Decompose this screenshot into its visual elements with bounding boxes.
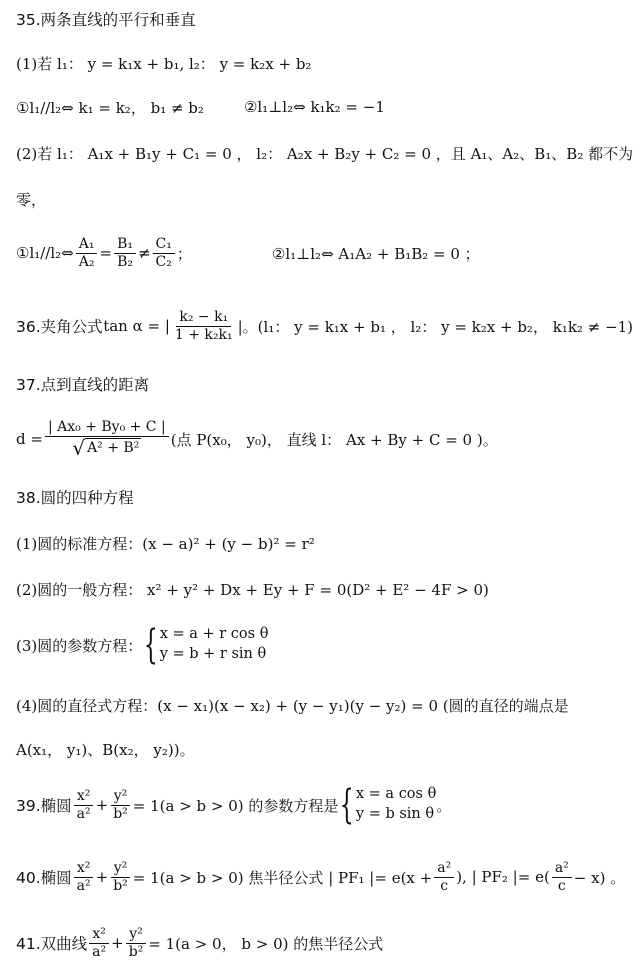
s38-diameter-cont: A(x₁， y₁)、B(x₂， y₂))。 bbox=[16, 740, 195, 759]
s37-distance-formula: d = | Ax₀ + By₀ + C | √ A² + B² (点 P(x₀， y₀)， 直线 l： Ax + By + C = 0 )。 bbox=[16, 418, 498, 460]
section-36-title: 36.夹角公式 bbox=[16, 318, 103, 336]
s38-diameter: (4)圆的直径式方程：(x − x₁)(x − x₂) + (y − y₁)(y − y₂) = 0 (圆的直径的端点是 bbox=[16, 696, 569, 715]
section-39-ellipse-param: 39.椭圆 $\frac{\text{x²}}{\text{a²}}$ + $\frac{\text{y²}}{\text{b²}}$ = 1(a > b > 0) 的参数方程是 { x = a cos θ y = b sin θ 。 bbox=[16, 782, 452, 828]
s35-condition-1: (1)若 l₁： y = k₁x + b₁, l₂： y = k₂x + b₂ bbox=[16, 54, 312, 73]
s35-condition-2: (2)若 l₁： A₁x + B₁y + C₁ = 0 ， l₂： A₂x + B₂y + C₂ = 0 ，且 A₁、A₂、B₁、B₂ 都不为 bbox=[16, 144, 634, 163]
ratio-b: $\frac{\text{B₁}}{\text{B₂}}$ bbox=[114, 237, 136, 269]
s38-parametric: (3)圆的参数方程： { x = a + r cos θ y = b + r sin θ bbox=[16, 622, 269, 668]
s35-parallel-perp-2: ①l₁//l₂⇔ $\frac{\text{A₁}}{\text{A₂}}$ = $\frac{\text{B₁}}{\text{B₂}}$ ≠ $\frac{\text{C₁}}{\text{C₂}}$ ； ②l₁⊥l₂⇔ A₁A₂ + B₁B₂ = 0 ； bbox=[16, 235, 480, 270]
section-41-hyperbola: 41.双曲线 $\frac{\text{x²}}{\text{a²}}$ + $\frac{\text{y²}}{\text{b²}}$ = 1(a > 0， b > 0) 的焦半径公式 bbox=[16, 925, 384, 960]
section-36-angle: 36.夹角公式 tan α = | $\frac{\text{k₂ − k₁}}{\text{1 + k₂k₁}}$ |。(l₁： y = k₁x + b₁ ， l₂： y = k₂x + b₂， k₁k₂ ≠ −1) bbox=[16, 308, 633, 343]
s38-general: (2)圆的一般方程： x² + y² + Dx + Ey + F = 0(D² + E² − 4F > 0) bbox=[16, 580, 489, 599]
section-35-title: 35.两条直线的平行和垂直 bbox=[16, 11, 196, 29]
s38-standard: (1)圆的标准方程：(x − a)² + (y − b)² = r² bbox=[16, 534, 315, 553]
section-40-ellipse-focal: 40.椭圆 $\frac{\text{x²}}{\text{a²}}$ + $\frac{\text{y²}}{\text{b²}}$ = 1(a > b > 0) 焦半径公式 | PF₁ |= e(x + $\frac{\text{a²}}{c}$ ), | PF₂ |= e( $\frac{\text{a²}}{c}$ − x) 。 bbox=[16, 859, 626, 894]
sqrt-symbol: √ A² + B² bbox=[72, 435, 140, 460]
s35-parallel-2-prefix: ①l₁//l₂⇔ bbox=[16, 244, 74, 262]
ratio-a: $\frac{\text{A₁}}{\text{A₂}}$ bbox=[76, 237, 98, 269]
section-37-title: 37.点到直线的距离 bbox=[16, 376, 150, 394]
section-38-title: 38.圆的四种方程 bbox=[16, 489, 134, 507]
angle-fraction: $\frac{\text{k₂ − k₁}}{\text{1 + k₂k₁}}$ bbox=[174, 308, 233, 343]
s35-parallel-1: ①l₁//l₂⇔ k₁ = k₂， b₁ ≠ b₂ bbox=[16, 98, 204, 117]
s35-parallel-perp-1 bbox=[16, 96, 633, 118]
s35-perp-2: ②l₁⊥l₂⇔ A₁A₂ + B₁B₂ = 0 ； bbox=[271, 244, 480, 263]
s35-condition-2-cont: 零， bbox=[16, 190, 47, 209]
distance-fraction: | Ax₀ + By₀ + C | √ A² + B² bbox=[45, 420, 169, 458]
s35-perp-1: ②l₁⊥l₂⇔ k₁k₂ = −1 bbox=[243, 98, 385, 116]
ratio-c: $\frac{\text{C₁}}{\text{C₂}}$ bbox=[153, 237, 175, 269]
